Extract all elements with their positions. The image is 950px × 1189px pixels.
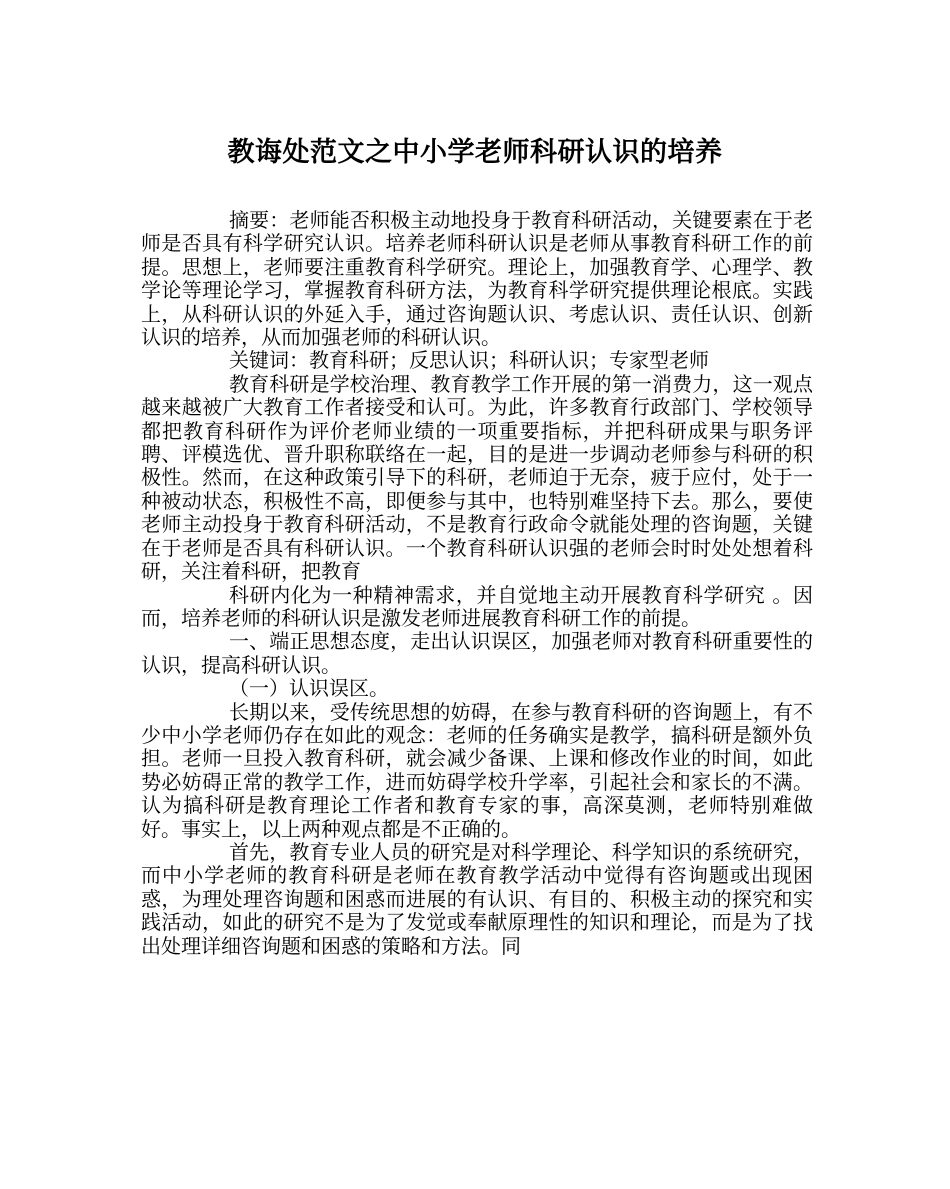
abstract-paragraph: 摘要：老师能否积极主动地投身于教育科研活动，关键要素在于老师是否具有科学研究认识。培养老师科研认识是老师从事教育科研工作的前提。思想上，老师要注重教育科学研究。理论上，加强教育学、心理学、教学论等理论学习，掌握教育科研方法，为教育科学研究提供理论根底。实践上，从科研认识的外延入手，通过咨询题认识、考虑认识、责任认识、创新认识的培养，从而加强老师的科研认识。 <box>141 208 813 350</box>
body-paragraph: 首先，教育专业人员的研究是对科学理论、科学知识的系统研究，而中小学老师的教育科研是老师在教育教学活动中觉得有咨询题或出现困惑，为理处理咨询题和困惑而进展的有认识、有目的、积极主动的探究和实践活动，如此的研究不是为了发觉或奉献原理性的知识和理论，而是为了找出处理详细咨询题和困惑的策略和方法。同 <box>141 839 813 958</box>
document-title: 教诲处范文之中小学老师科研认识的培养 <box>227 137 723 168</box>
keywords-paragraph: 关键词：教育科研；反思认识；科研认识；专家型老师 <box>229 348 709 373</box>
subsection-heading: （一）认识误区。 <box>229 676 389 701</box>
body-paragraph: 教育科研是学校治理、教育教学工作开展的第一消费力，这一观点越来越被广大教育工作者接受和认可。为此，许多教育行政部门、学校领导都把教育科研作为评价老师业绩的一项重要指标，并把科研成果与职务评聘、评模选优、晋升职称联络在一起，目的是进一步调动老师参与科研的积极性。然而，在这种政策引导下的科研，老师迫于无奈，疲于应付，处于一种被动状态，积极性不高，即便参与其中，也特别难坚持下去。那么，要使老师主动投身于教育科研活动，不是教育行政命令就能处理的咨询题，关键在于老师是否具有科研认识。一个教育科研认识强的老师会时时处处想着科研，关注着科研，把教育 <box>141 371 813 584</box>
section-heading: 一、端正思想态度，走出认识误区，加强老师对教育科研重要性的认识，提高科研认识。 <box>141 629 813 677</box>
body-paragraph: 科研内化为一种精神需求，并自觉地主动开展教育科学研究 。因而，培养老师的科研认识是激发老师进展教育科研工作的前提。 <box>141 582 813 630</box>
document-body <box>141 209 813 958</box>
body-paragraph: 长期以来，受传统思想的妨碍，在参与教育科研的咨询题上，有不少中小学老师仍存在如此的观念：老师的任务确实是教学，搞科研是额外负担。老师一旦投入教育科研，就会减少备课、上课和修改作业的时间，如此势必妨碍正常的教学工作，进而妨碍学校升学率，引起社会和家长的不满。认为搞科研是教育理论工作者和教育专家的事，高深莫测，老师特别难做好。事实上，以上两种观点都是不正确的。 <box>141 699 813 841</box>
